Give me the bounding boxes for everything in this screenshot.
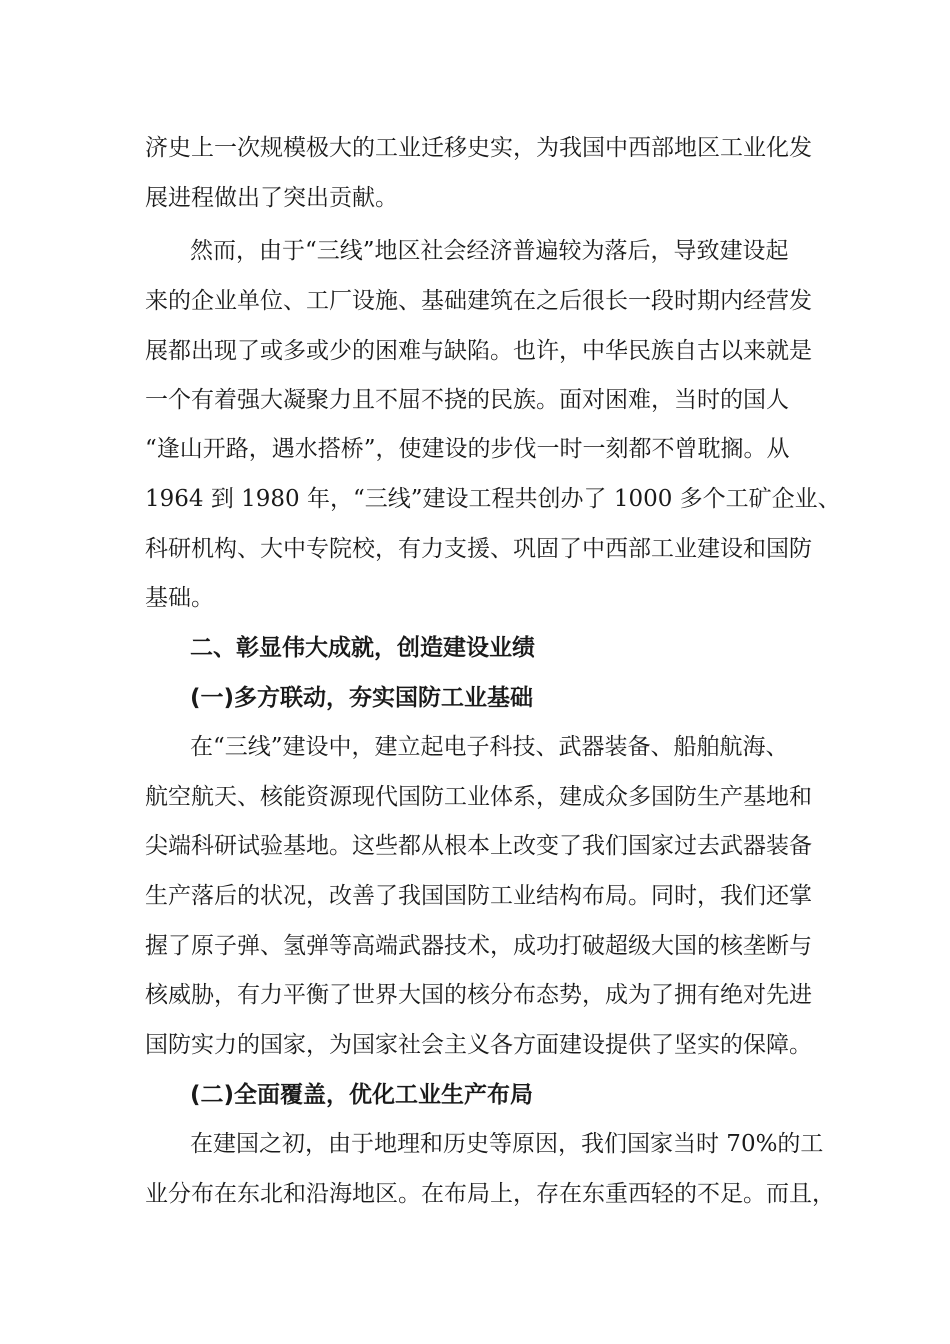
body-text-line: “逢山开路，遇水搭桥”，使建设的步伐一时一刻都不曾耽搁。从 — [145, 436, 790, 462]
subsection-heading: (二)全面覆盖，优化工业生产布局 — [190, 1082, 534, 1108]
body-text-line: 业分布在东北和沿海地区。在布局上，存在东重西轻的不足。而且， — [145, 1181, 835, 1207]
body-text-line: 国防实力的国家，为国家社会主义各方面建设提供了坚实的保障。 — [145, 1032, 812, 1058]
body-text-line: 基础。 — [145, 585, 214, 611]
body-text-line: 然而，由于“三线”地区社会经济普遍较为落后，导致建设起 — [190, 238, 789, 264]
body-text-line: 科研机构、大中专院校，有力支援、巩固了中西部工业建设和国防 — [145, 536, 812, 562]
body-text-line: 航空航天、核能资源现代国防工业体系，建成众多国防生产基地和 — [145, 784, 812, 810]
body-text-line: 握了原子弹、氢弹等高端武器技术，成功打破超级大国的核垄断与 — [145, 933, 812, 959]
section-heading: 二、彰显伟大成就，创造建设业绩 — [190, 635, 535, 661]
subsection-heading: (一)多方联动，夯实国防工业基础 — [190, 685, 534, 711]
body-text-line: 一个有着强大凝聚力且不屈不挠的民族。面对困难，当时的国人 — [145, 387, 789, 413]
body-text-line: 1964 到 1980 年，“三线”建设工程共创办了 1000 多个工矿企业、 — [145, 486, 841, 512]
body-text-line: 核威胁，有力平衡了世界大国的核分布态势，成为了拥有绝对先进 — [145, 982, 812, 1008]
body-text-line: 生产落后的状况，改善了我国国防工业结构布局。同时，我们还掌 — [145, 883, 812, 909]
body-text-line: 来的企业单位、工厂设施、基础建筑在之后很长一段时期内经营发 — [145, 288, 812, 314]
body-text-line: 在建国之初，由于地理和历史等原因，我们国家当时 70%的工 — [190, 1131, 824, 1157]
body-text-line: 济史上一次规模极大的工业迁移史实，为我国中西部地区工业化发 — [145, 135, 812, 161]
body-text-line: 尖端科研试验基地。这些都从根本上改变了我们国家过去武器装备 — [145, 833, 812, 859]
body-text-line: 展进程做出了突出贡献。 — [145, 185, 398, 211]
body-text-line: 在“三线”建设中，建立起电子科技、武器装备、船舶航海、 — [190, 734, 789, 760]
body-text-line: 展都出现了或多或少的困难与缺陷。也许，中华民族自古以来就是 — [145, 338, 812, 364]
